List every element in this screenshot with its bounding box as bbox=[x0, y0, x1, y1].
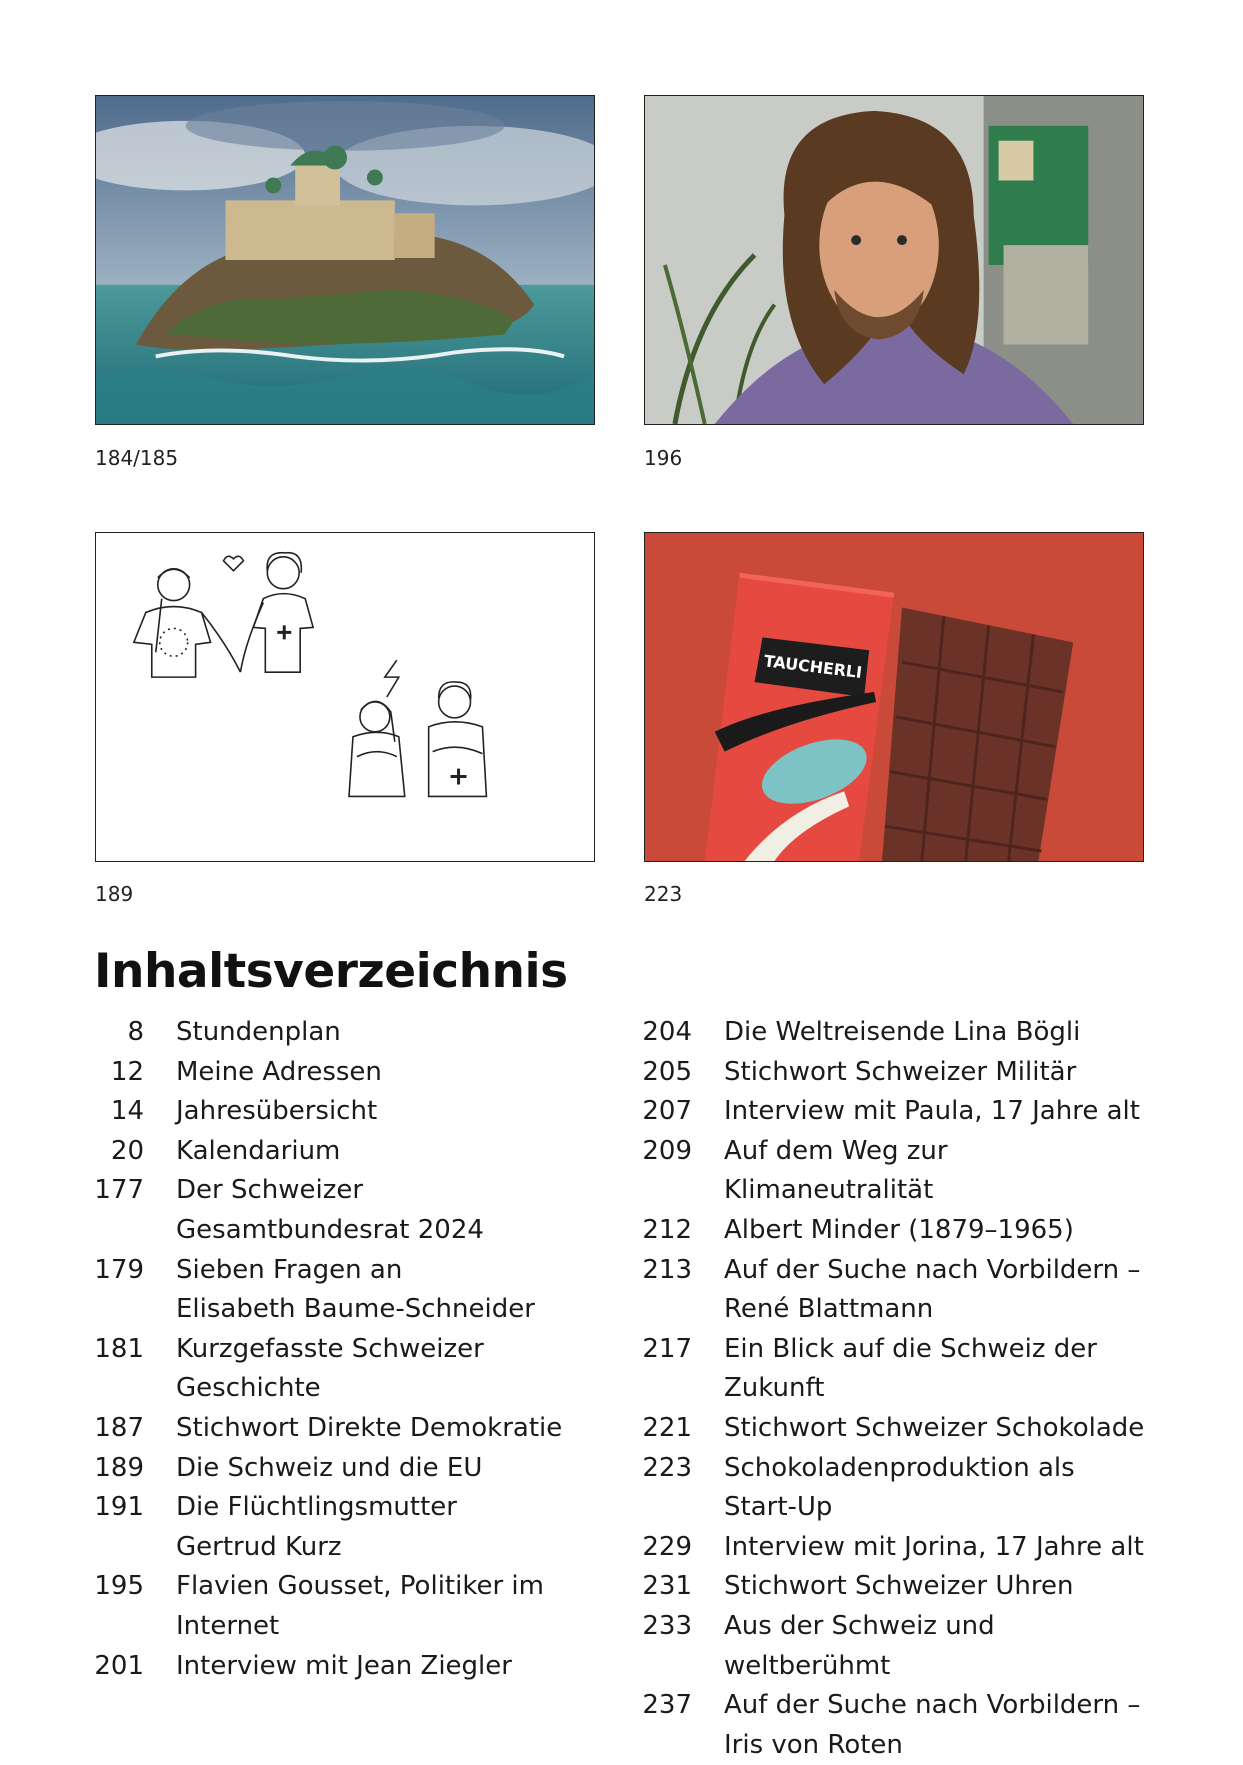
toc-page-number: 8 bbox=[127, 1017, 144, 1047]
toc-entry[interactable] bbox=[642, 1132, 1162, 1211]
toc-page-number: 213 bbox=[642, 1254, 692, 1285]
toc-page-number: 205 bbox=[642, 1056, 692, 1087]
toc-entry-title: Kurzgefasste Schweizer Geschichte bbox=[176, 1333, 484, 1404]
toc-entry-title: Stichwort Schweizer Uhren bbox=[724, 1571, 1074, 1602]
toc-page-number: 191 bbox=[94, 1492, 144, 1523]
toc-entry-title: Interview mit Jean Ziegler bbox=[176, 1650, 512, 1681]
toc-page-number: 233 bbox=[642, 1610, 692, 1641]
toc-page-number: 179 bbox=[94, 1254, 144, 1285]
toc-entry-title: Auf dem Weg zur Klimaneutralität bbox=[724, 1135, 948, 1206]
toc-page-number: 231 bbox=[642, 1571, 692, 1602]
toc-entry[interactable] bbox=[94, 1092, 614, 1132]
toc-entry[interactable] bbox=[94, 1330, 614, 1409]
toc-entry-title: Schokoladenproduktion als Start-Up bbox=[724, 1452, 1075, 1523]
toc-entry-title: Die Schweiz und die EU bbox=[176, 1452, 483, 1483]
toc-entry-title: Flavien Gousset, Politiker im Internet bbox=[176, 1571, 544, 1641]
figure-caption: 196 bbox=[644, 446, 683, 470]
toc-entry[interactable] bbox=[94, 1132, 614, 1172]
toc-page-number: 187 bbox=[94, 1412, 144, 1443]
figure-caption: 223 bbox=[644, 882, 683, 906]
figure-eu-switzerland-drawing bbox=[95, 532, 595, 862]
toc-entry-title: Aus der Schweiz und weltberühmt bbox=[724, 1610, 995, 1681]
toc-entry-title: Auf der Suche nach Vorbildern – Iris von Roten bbox=[724, 1690, 1141, 1760]
toc-entry-title: Stundenplan bbox=[176, 1017, 341, 1047]
toc-page-number: 177 bbox=[94, 1175, 144, 1206]
toc-entry-title: Der Schweizer Gesamtbundesrat 2024 bbox=[176, 1175, 484, 1245]
toc-entry[interactable] bbox=[642, 1013, 1162, 1053]
toc-entry-title: Stichwort Schweizer Militär bbox=[724, 1056, 1077, 1087]
toc-page-number: 189 bbox=[94, 1452, 144, 1483]
toc-entry[interactable] bbox=[642, 1053, 1162, 1093]
toc-page-number: 201 bbox=[94, 1650, 144, 1681]
toc-entry[interactable] bbox=[94, 1013, 614, 1053]
toc-entry-title: Stichwort Direkte Demokratie bbox=[176, 1412, 563, 1443]
toc-entry[interactable] bbox=[642, 1528, 1162, 1568]
toc-entry[interactable] bbox=[94, 1647, 614, 1687]
toc-page-number: 217 bbox=[642, 1333, 692, 1364]
chocolate-brand-label: TAUCHERLI bbox=[762, 651, 864, 683]
toc-page-number: 195 bbox=[94, 1571, 144, 1602]
toc-entry[interactable] bbox=[642, 1211, 1162, 1251]
toc-entry-title: Interview mit Paula, 17 Jahre alt bbox=[724, 1096, 1140, 1127]
toc-entry-title: Die Flüchtlingsmutter Gertrud Kurz bbox=[176, 1492, 457, 1562]
figure-portrait-photo bbox=[644, 95, 1144, 425]
toc-page-number: 12 bbox=[110, 1056, 144, 1087]
toc-entry[interactable] bbox=[642, 1330, 1162, 1409]
toc-page-number: 223 bbox=[642, 1452, 692, 1483]
toc-entry-title: Interview mit Jorina, 17 Jahre alt bbox=[724, 1531, 1144, 1562]
toc-entry-title: Meine Adressen bbox=[176, 1056, 382, 1087]
figure-caption: 184/185 bbox=[95, 446, 179, 470]
toc-entry-title: Kalendarium bbox=[176, 1135, 341, 1166]
figure-chocolate-photo bbox=[644, 532, 1144, 862]
toc-entry[interactable] bbox=[94, 1449, 614, 1489]
toc-entry-title: Die Weltreisende Lina Bögli bbox=[724, 1017, 1081, 1047]
toc-entry[interactable] bbox=[642, 1251, 1162, 1330]
toc-entry[interactable] bbox=[94, 1053, 614, 1093]
toc-left-column bbox=[94, 1013, 614, 1686]
toc-page-number: 221 bbox=[642, 1412, 692, 1443]
toc-entry[interactable] bbox=[94, 1171, 614, 1250]
toc-entry[interactable] bbox=[642, 1607, 1162, 1686]
toc-entry[interactable] bbox=[642, 1409, 1162, 1449]
toc-page-number: 181 bbox=[94, 1333, 144, 1364]
figure-caption: 189 bbox=[95, 882, 134, 906]
toc-page-number: 229 bbox=[642, 1531, 692, 1562]
toc-entry[interactable] bbox=[94, 1251, 614, 1330]
toc-entry[interactable] bbox=[642, 1092, 1162, 1132]
toc-entry[interactable] bbox=[94, 1488, 614, 1567]
toc-entry-title: Sieben Fragen an Elisabeth Baume-Schneider bbox=[176, 1254, 535, 1325]
toc-page-number: 14 bbox=[110, 1096, 144, 1127]
toc-entry[interactable] bbox=[642, 1686, 1162, 1765]
toc-page-number: 237 bbox=[642, 1690, 692, 1721]
toc-entry[interactable] bbox=[94, 1567, 614, 1646]
toc-entry-title: Auf der Suche nach Vorbildern – René Blattmann bbox=[724, 1254, 1141, 1325]
toc-page-number: 212 bbox=[642, 1214, 692, 1245]
toc-entry-title: Ein Blick auf die Schweiz der Zukunft bbox=[724, 1333, 1097, 1404]
figure-federal-palace-painting bbox=[95, 95, 595, 425]
toc-page-number: 207 bbox=[642, 1096, 692, 1127]
toc-title: Inhaltsverzeichnis bbox=[94, 944, 568, 999]
toc-page-number: 20 bbox=[110, 1135, 144, 1166]
toc-entry-title: Stichwort Schweizer Schokolade bbox=[724, 1412, 1145, 1443]
toc-entry-title: Albert Minder (1879–1965) bbox=[724, 1214, 1074, 1245]
toc-entry[interactable] bbox=[642, 1567, 1162, 1607]
toc-entry-title: Jahresübersicht bbox=[176, 1096, 378, 1127]
toc-entry[interactable] bbox=[642, 1449, 1162, 1528]
toc-entry[interactable] bbox=[94, 1409, 614, 1449]
toc-right-column bbox=[642, 1013, 1162, 1765]
toc-page-number: 209 bbox=[642, 1135, 692, 1166]
toc-page-number: 204 bbox=[642, 1017, 692, 1047]
